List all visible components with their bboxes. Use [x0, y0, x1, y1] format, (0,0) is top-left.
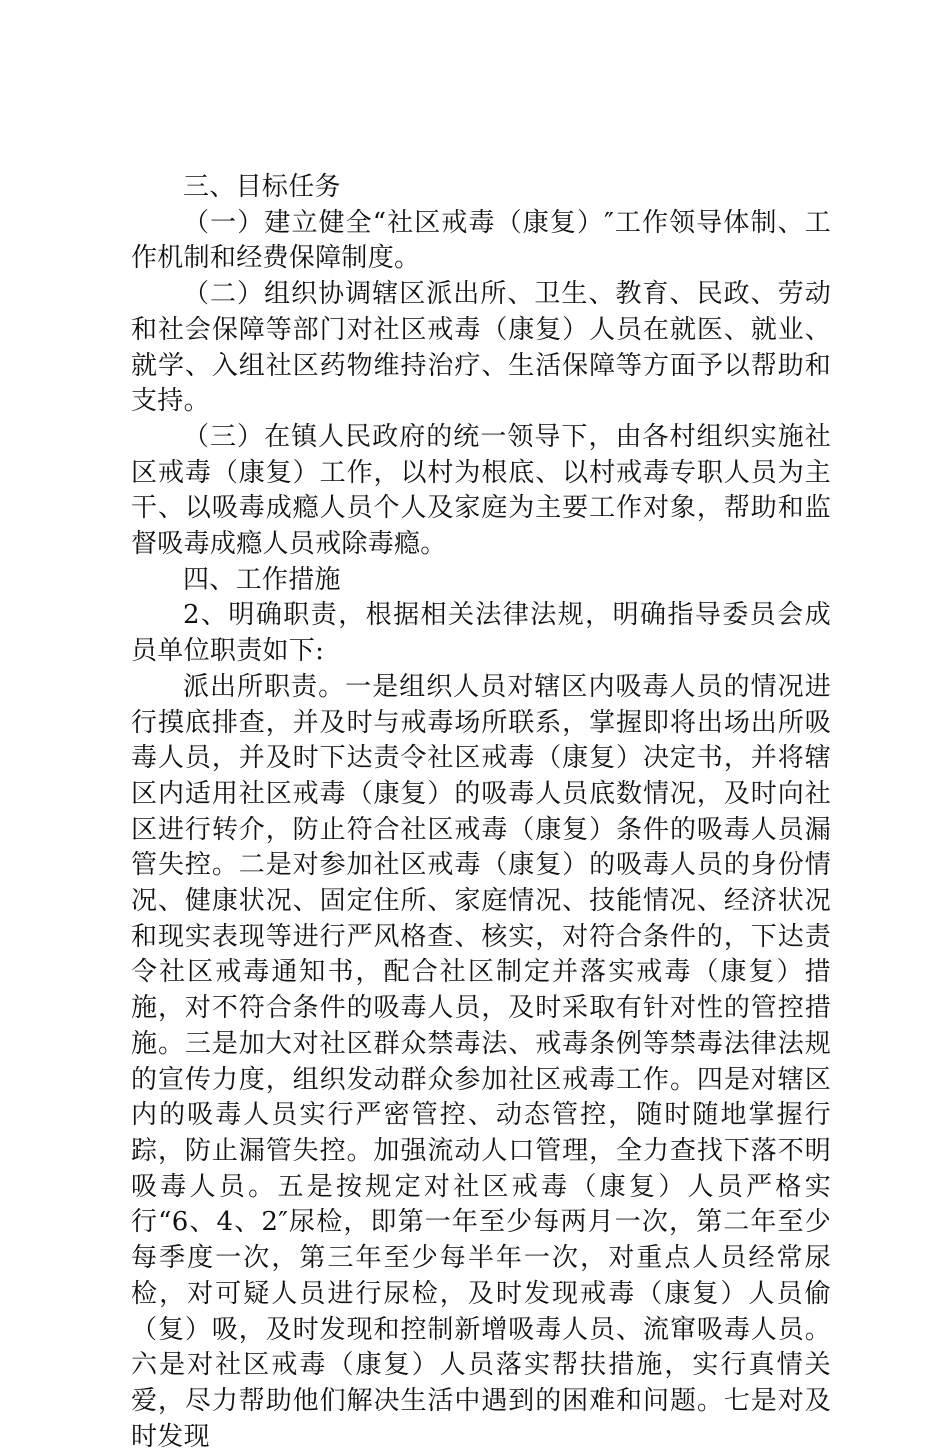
- paragraph-police-duties: 派出所职责。一是组织人员对辖区内吸毒人员的情况进行摸底排查，并及时与戒毒场所联系，掌握即将出场出所吸毒人员，并及时下达责令社区戒毒（康复）决定书，并将辖区内适用社区戒毒（康复）的吸毒人员底数情况，及时向社区进行转介，防止符合社区戒毒（康复）条件的吸毒人员漏管失控。二是对参加社区戒毒（康复）的吸毒人员的身份情况、健康状况、固定住所、家庭情况、技能情况、经济状况和现实表现等进行严风格查、核实，对符合条件的，下达责令社区戒毒通知书，配合社区制定并落实戒毒（康复）措施，对不符合条件的吸毒人员，及时采取有针对性的管控措施。三是加大对社区群众禁毒法、戒毒条例等禁毒法律法规的宣传力度，组织发动群众参加社区戒毒工作。四是对辖区内的吸毒人员实行严密管控、动态管控，随时随地掌握行踪，防止漏管失控。加强流动人口管理，全力查找下落不明吸毒人员。五是按规定对社区戒毒（康复）人员严格实行“6、4、2″尿检，即第一年至少每两月一次，第二年至少每季度一次，第三年至少每半年一次，对重点人员经常尿检，对可疑人员进行尿检，及时发现戒毒（康复）人员偷（复）吸，及时发现和控制新增吸毒人员、流窜吸毒人员。六是对社区戒毒（康复）人员落实帮扶措施，实行真情关爱，尽力帮助他们解决生活中遇到的困难和问题。七是对及时发现: [131, 671, 831, 1452]
- document-body: [131, 170, 831, 1455]
- section-heading-measures: 四、工作措施: [183, 564, 341, 595]
- paragraph-goal-2: （二）组织协调辖区派出所、卫生、教育、民政、劳动和社会保障等部门对社区戒毒（康复）人员在就医、就业、就学、入组社区药物维持治疗、生活保障等方面予以帮助和支持。: [131, 279, 831, 417]
- section-heading-goals: 三、目标任务: [183, 172, 341, 202]
- paragraph-measure-2: 2、明确职责，根据相关法律法规，明确指导委员会成员单位职责如下:: [131, 600, 831, 667]
- paragraph-goal-1: （一）建立健全“社区戒毒（康复）″工作领导体制、工作机制和经费保障制度。: [131, 207, 831, 274]
- paragraph-goal-3: （三）在镇人民政府的统一领导下，由各村组织实施社区戒毒（康复）工作，以村为根底、以村戒毒专职人员为主干、以吸毒成瘾人员个人及家庭为主要工作对象，帮助和监督吸毒成瘾人员戒除毒瘾。: [131, 421, 831, 560]
